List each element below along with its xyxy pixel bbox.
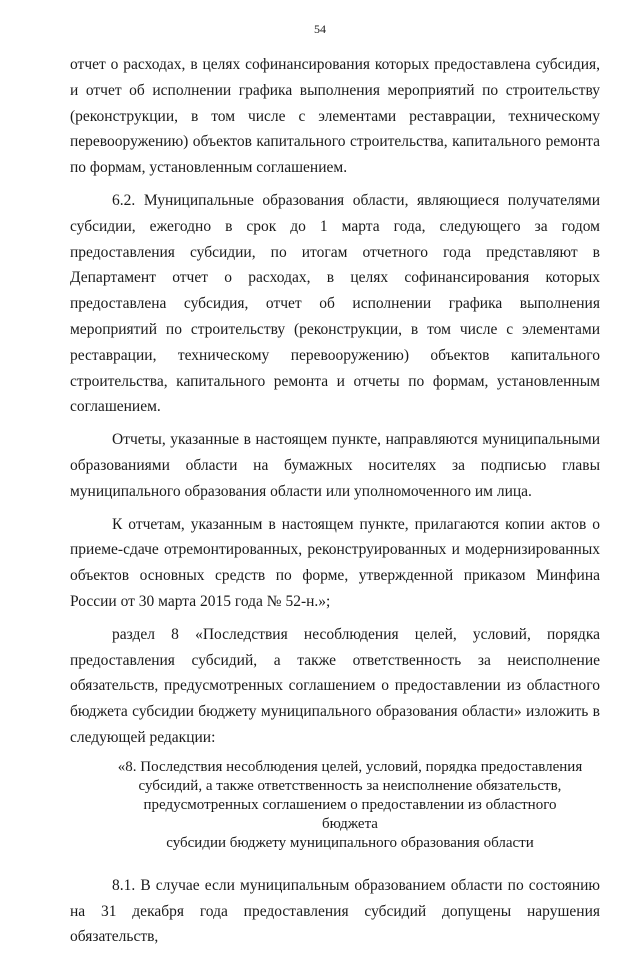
page-number: 54 — [314, 22, 326, 36]
paragraph-reports-submission: Отчеты, указанные в настоящем пункте, направляются муниципальными образованиями области на бумажных носителях за подписью главы муниципального образования области или уполномоченного им лица. — [70, 431, 600, 500]
section-8-heading-line: субсидии бюджету муниципального образования области — [166, 834, 534, 851]
paragraph-section-8-amendment: раздел 8 «Последствия несоблюдения целей, условий, порядка предоставления субсидий, а также ответственность за неисполнение обязательств, предусмотренных соглашением о предоставлении из областного бюджета субсидии бюджету муниципального образования области» изложить в следующей редакции: — [70, 625, 600, 746]
section-8-heading-line: «8. Последствия несоблюдения целей, условий, порядка предоставления — [117, 758, 583, 775]
paragraph-report-expenses: отчет о расходах, в целях софинансирования которых предоставлена субсидия, и отчет об исполнении графика выполнения мероприятий по строительству (реконструкции, в том числе с элементами реставрации, техническому перевооружению) объектов капитального строительства, капитального ремонта по формам, установленным соглашением. — [70, 56, 600, 177]
paragraph-8-1: 8.1. В случае если муниципальным образованием области по состоянию на 31 декабря года предоставления субсидий допущены нарушения обязательств, — [70, 876, 600, 946]
section-8-heading-line: субсидий, а также ответственность за неисполнение обязательств, — [138, 777, 562, 794]
section-8-heading-line: предусмотренных соглашением о предоставлении из областного бюджета — [143, 796, 557, 832]
paragraph-reports-attachments: К отчетам, указанным в настоящем пункте, прилагаются копии актов о приеме-сдаче отремонтированных, реконструированных и модернизированных объектов основных средств по форме, утвержденной приказом Минфина России от 30 марта 2015 года № 52-н.»; — [70, 515, 600, 610]
section-8-heading — [70, 758, 600, 853]
document-body — [70, 52, 600, 957]
paragraph-6-2: 6.2. Муниципальные образования области, являющиеся получателями субсидии, ежегодно в срок до 1 марта года, следующего за годом предоставления субсидии, по итогам отчетного года представляют в Департамент отчет о расходах, в целях софинансирования которых предоставлена субсидия, отчет об исполнении графика выполнения мероприятий по строительству (реконструкции, в том числе с элементами реставрации, техническому перевооружению) объектов капитального строительства, капитального ремонта и отчеты по формам, установленным соглашением. — [70, 191, 600, 416]
